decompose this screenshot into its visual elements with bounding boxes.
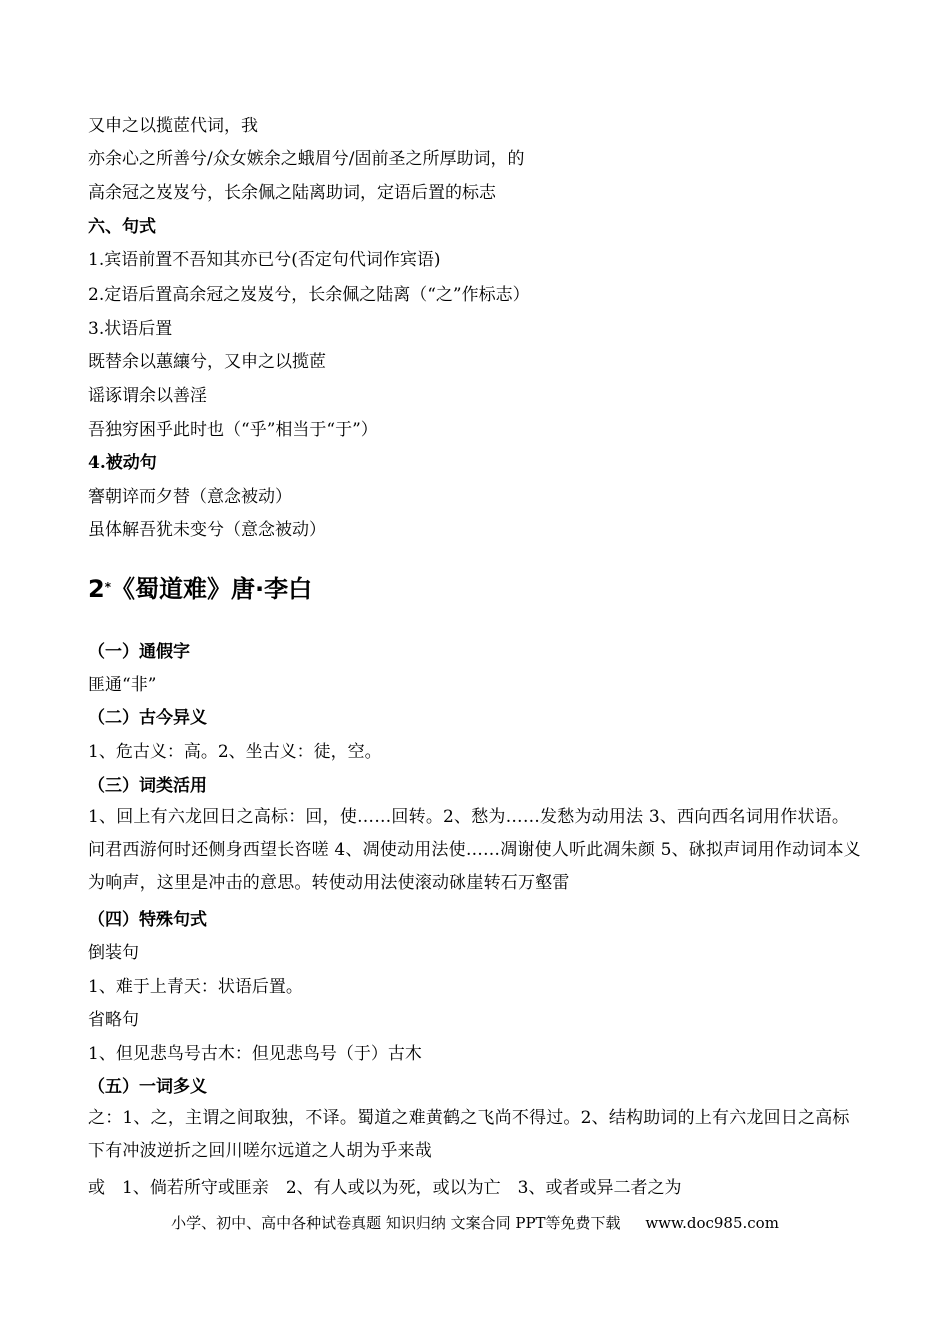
- footer-link[interactable]: www.doc985.com: [645, 1214, 779, 1232]
- section-heading: 六、句式: [88, 217, 156, 237]
- article-star: *: [104, 580, 111, 594]
- text-line: 高余冠之岌岌兮，长余佩之陆离助词，定语后置的标志: [88, 183, 496, 203]
- text-line: 又申之以揽茝代词，我: [88, 116, 258, 136]
- text-line: 谣诼谓余以善淫: [88, 386, 207, 406]
- subsection-heading: （五）一词多义: [88, 1077, 207, 1097]
- section-heading: 4.被动句: [88, 453, 157, 473]
- subsection-heading: （一）通假字: [88, 642, 190, 662]
- article-title: [88, 574, 312, 604]
- text-line: 3.状语后置: [88, 319, 173, 339]
- text-line: 倒装句: [88, 943, 139, 963]
- article-title-text: 《蜀道难》唐·李白: [110, 575, 313, 603]
- text-line: 省略句: [88, 1010, 139, 1030]
- article-number: 2: [88, 575, 105, 603]
- text-line: 1、危古义：高。2、坐古义：徒，空。: [88, 742, 382, 762]
- page-footer: [0, 1212, 950, 1233]
- text-line: 虽体解吾犹未变兮（意念被动）: [88, 520, 326, 540]
- subsection-heading: （三）词类活用: [88, 776, 207, 796]
- text-line: 2.定语后置高余冠之岌岌兮，长余佩之陆离（“之”作标志）: [88, 285, 530, 305]
- subsection-heading: （四）特殊句式: [88, 910, 207, 930]
- text-line: 1、难于上青天：状语后置。: [88, 977, 303, 997]
- text-line: 或 1、倘若所守或匪亲 2、有人或以为死，或以为亡 3、或者或异二者之为: [88, 1178, 682, 1198]
- text-line: 吾独穷困乎此时也（“乎”相当于“于”）: [88, 420, 378, 440]
- text-paragraph: 1、回上有六龙回日之高标：回，使……回转。2、愁为……发愁为动用法 3、西向西名词用作状语。问君西游何时还侧身西望长咨嗟 4、凋使动用法使……凋谢使人听此凋朱颜 5、砯拟声词用作动词本义为响声，这里是冲击的意思。转使动用法使滚动砯崖转石万壑雷: [88, 807, 861, 893]
- text-line: 1.宾语前置不吾知其亦已兮(否定句代词作宾语): [88, 250, 441, 270]
- footer-text: 小学、初中、高中各种试卷真题 知识归纳 文案合同 PPT等免费下载: [171, 1214, 621, 1232]
- text-line: 亦余心之所善兮/众女嫉余之蛾眉兮/固前圣之所厚助词，的: [88, 149, 525, 169]
- text-paragraph: 之：1、之，主谓之间取独，不译。蜀道之难黄鹤之飞尚不得过。2、结构助词的上有六龙回日之高标下有冲波逆折之回川嗟尔远道之人胡为乎来哉: [88, 1108, 850, 1161]
- text-line: 1、但见悲鸟号古木：但见悲鸟号（于）古木: [88, 1044, 422, 1064]
- text-line: 既替余以蕙纕兮，又申之以揽茝: [88, 352, 326, 372]
- subsection-heading: （二）古今异义: [88, 708, 207, 728]
- text-line: 謇朝谇而夕替（意念被动）: [88, 487, 292, 507]
- text-line: 匪通“非”: [88, 675, 157, 695]
